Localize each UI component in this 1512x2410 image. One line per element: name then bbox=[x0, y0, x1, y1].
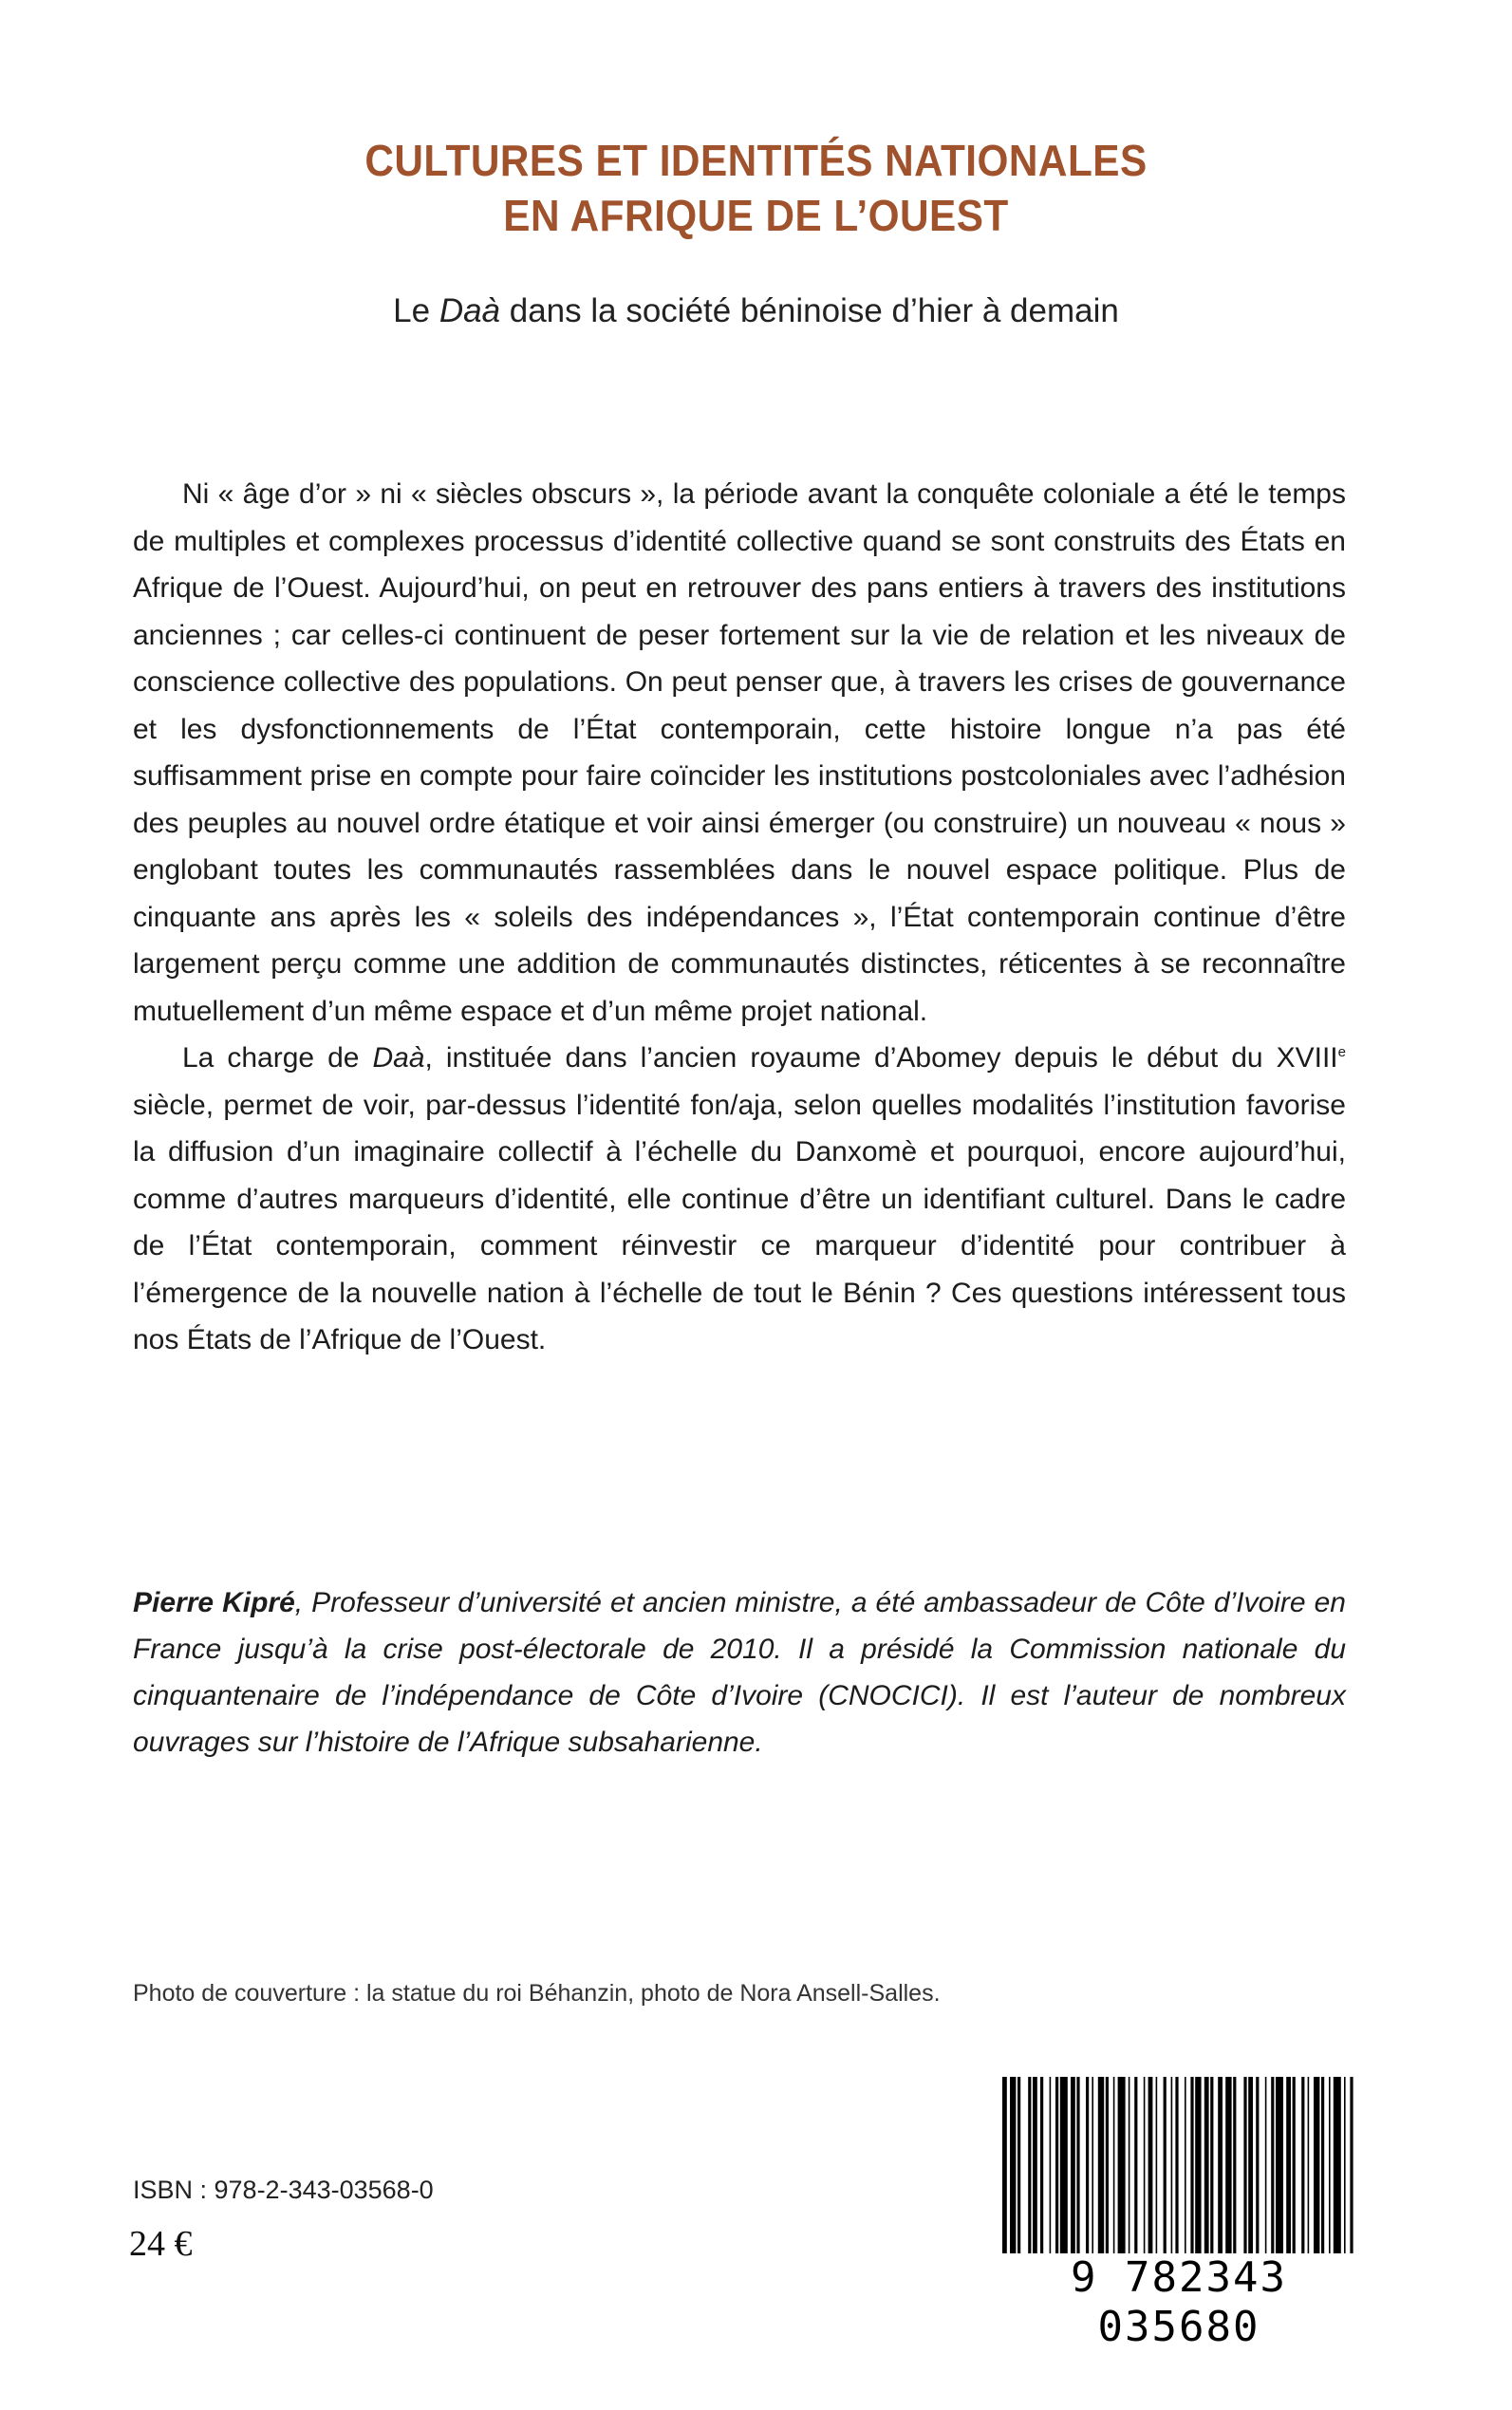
price: 24 € bbox=[129, 2224, 193, 2264]
barcode-bar bbox=[1286, 2077, 1291, 2267]
barcode-bar bbox=[1190, 2077, 1193, 2267]
barcode-bar bbox=[1010, 2077, 1016, 2267]
barcode-bar bbox=[1329, 2077, 1331, 2267]
barcode-bar bbox=[1055, 2077, 1058, 2267]
barcode-bar bbox=[1113, 2077, 1115, 2267]
author-name: Pierre Kipré bbox=[133, 1587, 295, 1618]
barcode-bar bbox=[1148, 2077, 1153, 2267]
barcode-bar bbox=[1314, 2077, 1319, 2267]
barcode-bar bbox=[1218, 2077, 1223, 2267]
barcode-bar bbox=[1040, 2077, 1043, 2267]
barcode-bar bbox=[1185, 2077, 1186, 2267]
isbn-number: ISBN : 978-2-343-03568-0 bbox=[133, 2176, 434, 2204]
book-title bbox=[61, 133, 1452, 243]
barcode-bar bbox=[1092, 2077, 1093, 2267]
barcode-bar bbox=[1171, 2077, 1173, 2267]
barcode-bar bbox=[1350, 2077, 1353, 2267]
barcode-bar bbox=[1134, 2077, 1137, 2267]
barcode-bar bbox=[1076, 2077, 1079, 2267]
barcode-bar bbox=[1071, 2077, 1075, 2267]
barcode-bar bbox=[1248, 2077, 1253, 2267]
daa-term: Daà bbox=[439, 292, 501, 329]
century-superscript: e bbox=[1337, 1044, 1346, 1060]
barcode-bar bbox=[1164, 2077, 1167, 2267]
barcode-bar bbox=[1060, 2077, 1068, 2267]
barcode-bar bbox=[1002, 2077, 1007, 2267]
barcode-bar bbox=[1321, 2077, 1324, 2267]
barcode-digits: 9 782343 035680 bbox=[999, 2253, 1359, 2352]
barcode-bar bbox=[1301, 2077, 1304, 2267]
barcode-bar bbox=[1028, 2077, 1031, 2267]
barcode-bar bbox=[1086, 2077, 1089, 2267]
barcode-bar bbox=[1256, 2077, 1259, 2267]
title-line-2: EN AFRIQUE DE L’OUEST bbox=[503, 191, 1009, 240]
barcode-bar bbox=[1265, 2077, 1267, 2267]
barcode-bar bbox=[1156, 2077, 1158, 2267]
barcode-bar bbox=[1276, 2077, 1283, 2267]
barcode-bar bbox=[1243, 2077, 1246, 2267]
barcode-bar bbox=[1210, 2077, 1213, 2267]
barcode-bar bbox=[1225, 2077, 1231, 2267]
ean-barcode bbox=[999, 2077, 1359, 2351]
barcode-bar bbox=[1175, 2077, 1178, 2267]
summary-paragraph-2: La charge de Daà, instituée dans l’ancien royaume d’Abomey depuis le début du XVIIIe siècle, permet de voir, par-dessus l’identité fon/aja, selon quelles modalités l’institution favorise la diffusion d’un imaginaire collectif à l’échelle du Danxomè et pourquoi, encore aujourd’hui, comme d’autres marqueurs d’identité, elle continue d’être un identifiant culturel. Dans le cadre de l’État contemporain, comment réinvestir ce marqueur d’identité pour contribuer à l’émergence de la nouvelle nation à l’échelle de tout le Bénin ? Ces questions intéressent tous nos États de l’Afrique de l’Ouest. bbox=[133, 1042, 1346, 1355]
daa-term: Daà bbox=[372, 1042, 425, 1074]
barcode-bar bbox=[1271, 2077, 1274, 2267]
barcode-bar bbox=[1033, 2077, 1037, 2267]
barcode-bar bbox=[1118, 2077, 1126, 2267]
barcode-bar bbox=[1334, 2077, 1341, 2267]
photo-credit: Photo de couverture : la statue du roi Béhanzin, photo de Nora Ansell-Salles. bbox=[133, 1980, 941, 2007]
summary-paragraph-1: Ni « âge d’or » ni « siècles obscurs », la période avant la conquête coloniale a été le temps de multiples et complexes processus d’identité collective quand se sont construits des États en Afrique de l’Ouest. Aujourd’hui, on peut en retrouver des pans entiers à travers des institutions anciennes ; car celles-ci continuent de peser fortement sur la vie de relation et les niveaux de conscience collective des populations. On peut penser que, à travers les crises de gouvernance et les dysfonctionnements de l’État contemporain, cette histoire longue n’a pas été suffisamment prise en compte pour faire coïncider les institutions postcoloniales avec l’adhésion des peuples au nouvel ordre étatique et voir ainsi émerger (ou construire) un nouveau « nous » englobant toutes les communautés rassemblées dans le nouvel espace politique. Plus de cinquante ans après les « soleils des indépendances », l’État contemporain continue d’être largement perçu comme une addition de communautés distinctes, réticentes à se reconnaître mutuellement d’un même espace et d’un même projet national. bbox=[133, 478, 1346, 1027]
barcode-bar bbox=[1195, 2077, 1201, 2267]
book-subtitle: Le Daà dans la société béninoise d’hier à demain bbox=[393, 292, 1119, 329]
barcode-bar bbox=[1233, 2077, 1236, 2267]
barcode-bar bbox=[1204, 2077, 1209, 2267]
title-line-1: CULTURES ET IDENTITÉS NATIONALES bbox=[364, 136, 1148, 185]
barcode-bar bbox=[1098, 2077, 1104, 2267]
back-cover-summary bbox=[133, 471, 1346, 1364]
barcode-bar bbox=[1293, 2077, 1296, 2267]
barcode-bar bbox=[1106, 2077, 1109, 2267]
author-bio bbox=[133, 1579, 1346, 1765]
barcode-bar bbox=[1344, 2077, 1346, 2267]
barcode-bar bbox=[1050, 2077, 1052, 2267]
author-description: , Professeur d’université et ancien ministre, a été ambassadeur de Côte d’Ivoire en France jusqu’à la crise post-électorale de 2010. Il a présidé la Commission nationale du cinquantenaire de l’indépendance de Côte d’Ivoire (CNOCICI). Il est l’auteur de nombreux ouvrages sur l’histoire de l’Afrique subsaharienne. bbox=[133, 1587, 1346, 1758]
barcode-bar bbox=[1144, 2077, 1146, 2267]
barcode-bar bbox=[1129, 2077, 1130, 2267]
barcode-bar bbox=[1308, 2077, 1310, 2267]
barcode-bar bbox=[1017, 2077, 1020, 2267]
